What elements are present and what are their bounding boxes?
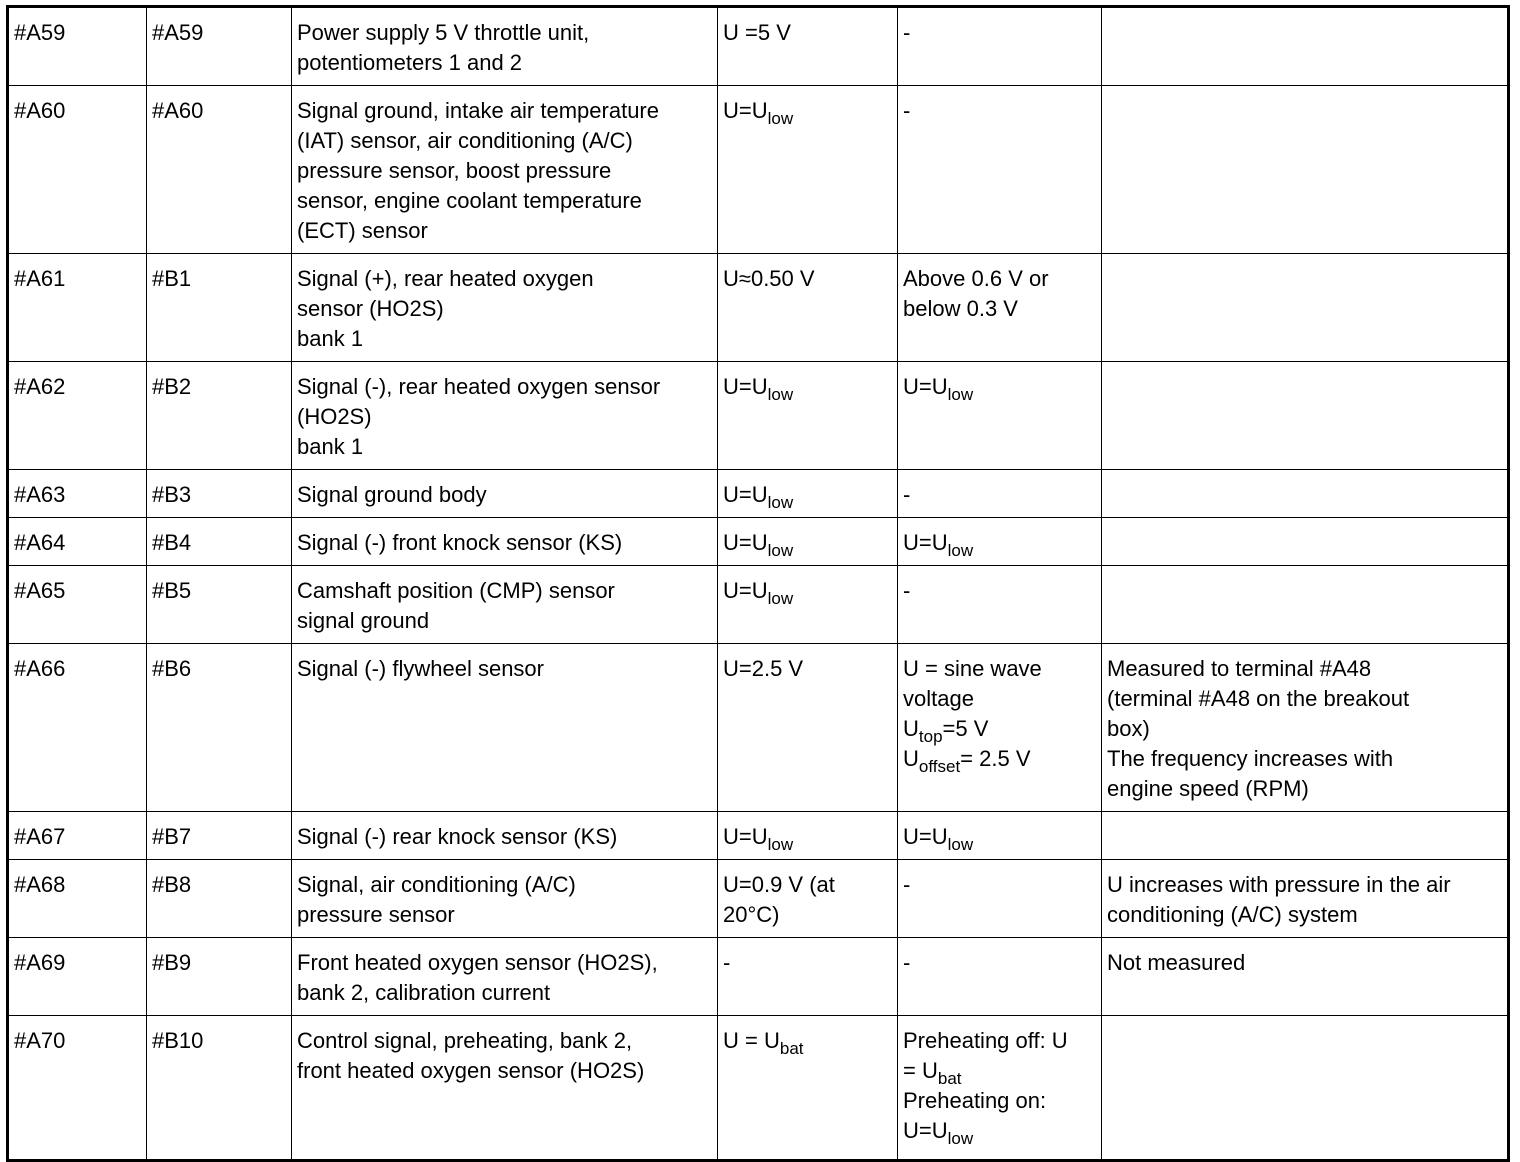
condition-value-text: below 0.3 V xyxy=(903,296,1018,321)
description-line: (ECT) sensor xyxy=(297,218,428,243)
ecu-pin-cell: #A62 xyxy=(8,362,147,470)
description-line: front heated oxygen sensor (HO2S) xyxy=(297,1058,645,1083)
nominal-value-cell xyxy=(718,1016,898,1161)
notes-cell xyxy=(1102,254,1509,362)
nominal-value-text: - xyxy=(723,950,731,975)
nominal-value-text: U=U xyxy=(723,578,768,603)
notes-line: Not measured xyxy=(1107,950,1246,975)
breakout-box-pin-cell: #B5 xyxy=(147,566,292,644)
description-cell xyxy=(292,938,718,1016)
condition-line xyxy=(903,870,1098,900)
description-cell xyxy=(292,362,718,470)
breakout-box-pin-cell: #A60 xyxy=(147,86,292,254)
description-line: sensor (HO2S) xyxy=(297,296,444,321)
condition-value-cell xyxy=(898,518,1102,566)
ecu-pin-cell: #A59 xyxy=(8,7,147,86)
condition-value-subscript: offset xyxy=(918,757,961,776)
nominal-value-cell xyxy=(718,7,898,86)
ecu-pin-cell: #A70 xyxy=(8,1016,147,1161)
breakout-box-pin-cell: #B9 xyxy=(147,938,292,1016)
condition-value-text: U=U xyxy=(903,1118,948,1143)
nominal-value-cell xyxy=(718,470,898,518)
condition-value-subscript: low xyxy=(947,1129,974,1148)
condition-value-subscript: low xyxy=(947,541,974,560)
nominal-value-text: U = U xyxy=(723,1028,780,1053)
condition-line xyxy=(903,1026,1098,1056)
description-cell xyxy=(292,1016,718,1161)
condition-value-text: =5 V xyxy=(942,716,989,741)
condition-value-cell xyxy=(898,938,1102,1016)
nominal-value-text: 20°C) xyxy=(723,902,780,927)
condition-value-subscript: bat xyxy=(937,1069,962,1088)
condition-value-text: - xyxy=(903,872,911,897)
nominal-value-subscript: low xyxy=(767,541,794,560)
notes-line: Measured to terminal #A48 xyxy=(1107,656,1372,681)
condition-line xyxy=(903,714,1098,744)
description-line: Signal, air conditioning (A/C) xyxy=(297,872,576,897)
notes-cell xyxy=(1102,938,1509,1016)
condition-line xyxy=(903,822,1098,852)
nominal-value-text: U=2.5 V xyxy=(723,656,804,681)
nominal-value-text: U=U xyxy=(723,374,768,399)
notes-cell xyxy=(1102,470,1509,518)
table-body xyxy=(8,7,1509,1161)
nominal-value-subscript: low xyxy=(767,589,794,608)
condition-value-text: - xyxy=(903,20,911,45)
condition-value-text: - xyxy=(903,98,911,123)
condition-line xyxy=(903,18,1098,48)
nominal-value-subscript: bat xyxy=(779,1039,804,1058)
description-cell xyxy=(292,812,718,860)
breakout-box-pin-cell: #A59 xyxy=(147,7,292,86)
description-line: Signal (-) flywheel sensor xyxy=(297,656,544,681)
notes-cell xyxy=(1102,7,1509,86)
description-line: Camshaft position (CMP) sensor xyxy=(297,578,615,603)
nominal-value-text: U=U xyxy=(723,98,768,123)
condition-line xyxy=(903,480,1098,510)
condition-value-text: U=U xyxy=(903,530,948,555)
nominal-value-cell xyxy=(718,644,898,812)
nominal-value-cell xyxy=(718,362,898,470)
condition-line xyxy=(903,96,1098,126)
condition-value-cell xyxy=(898,860,1102,938)
table-row xyxy=(8,644,1509,812)
notes-cell xyxy=(1102,566,1509,644)
ecu-pin-cell: #A63 xyxy=(8,470,147,518)
description-cell xyxy=(292,7,718,86)
description-line: Signal ground, intake air temperature xyxy=(297,98,659,123)
notes-cell xyxy=(1102,812,1509,860)
condition-line xyxy=(903,264,1098,294)
nominal-value-text: U=U xyxy=(723,824,768,849)
description-line: Signal (-), rear heated oxygen sensor xyxy=(297,374,661,399)
condition-line xyxy=(903,1056,1098,1086)
document-page xyxy=(6,5,1507,1148)
description-cell xyxy=(292,470,718,518)
table-row xyxy=(8,812,1509,860)
description-line: (HO2S) xyxy=(297,404,372,429)
condition-value-text: Preheating on: xyxy=(903,1088,1047,1113)
condition-value-text: Preheating off: U xyxy=(903,1028,1068,1053)
description-line: Front heated oxygen sensor (HO2S), xyxy=(297,950,658,975)
table-row xyxy=(8,470,1509,518)
ecu-pin-cell: #A69 xyxy=(8,938,147,1016)
condition-value-cell xyxy=(898,470,1102,518)
nominal-value-subscript: low xyxy=(767,835,794,854)
condition-value-cell xyxy=(898,1016,1102,1161)
condition-value-cell xyxy=(898,812,1102,860)
condition-line xyxy=(903,1116,1098,1146)
nominal-value-text: U=U xyxy=(723,530,768,555)
ecu-pin-cell: #A65 xyxy=(8,566,147,644)
condition-value-text: U = sine wave xyxy=(903,656,1042,681)
condition-value-text: - xyxy=(903,482,911,507)
ecu-pin-cell: #A68 xyxy=(8,860,147,938)
description-line: Signal (+), rear heated oxygen xyxy=(297,266,594,291)
nominal-value-cell xyxy=(718,254,898,362)
condition-value-subscript: low xyxy=(947,385,974,404)
condition-line xyxy=(903,654,1098,684)
description-line: bank 2, calibration current xyxy=(297,980,551,1005)
nominal-value-text: U≈0.50 V xyxy=(723,266,815,291)
breakout-box-pin-cell: #B2 xyxy=(147,362,292,470)
table-row xyxy=(8,254,1509,362)
description-line: signal ground xyxy=(297,608,430,633)
table-row xyxy=(8,1016,1509,1161)
description-line: Signal (-) front knock sensor (KS) xyxy=(297,530,623,555)
notes-cell xyxy=(1102,1016,1509,1161)
table-row xyxy=(8,86,1509,254)
condition-line xyxy=(903,576,1098,606)
nominal-value-subscript: low xyxy=(767,385,794,404)
notes-line: (terminal #A48 on the breakout xyxy=(1107,686,1410,711)
ecu-pin-cell: #A60 xyxy=(8,86,147,254)
breakout-box-pin-cell: #B7 xyxy=(147,812,292,860)
nominal-value-subscript: low xyxy=(767,109,794,128)
description-line: Power supply 5 V throttle unit, xyxy=(297,20,590,45)
description-line: Signal ground body xyxy=(297,482,487,507)
description-line: pressure sensor, boost pressure xyxy=(297,158,612,183)
condition-value-cell xyxy=(898,254,1102,362)
notes-line: conditioning (A/C) system xyxy=(1107,902,1358,927)
ecu-pin-cell: #A67 xyxy=(8,812,147,860)
condition-line xyxy=(903,294,1098,324)
condition-value-text: - xyxy=(903,950,911,975)
condition-line xyxy=(903,1086,1098,1116)
condition-value-text: - xyxy=(903,578,911,603)
nominal-value-cell xyxy=(718,812,898,860)
description-cell xyxy=(292,86,718,254)
pin-measurement-table xyxy=(6,5,1510,1162)
condition-line xyxy=(903,744,1098,774)
notes-line: engine speed (RPM) xyxy=(1107,776,1309,801)
condition-value-text: U=U xyxy=(903,374,948,399)
breakout-box-pin-cell: #B3 xyxy=(147,470,292,518)
condition-line xyxy=(903,684,1098,714)
nominal-value-cell xyxy=(718,86,898,254)
nominal-value-text: U =5 V xyxy=(723,20,791,45)
breakout-box-pin-cell: #B10 xyxy=(147,1016,292,1161)
notes-line: The frequency increases with xyxy=(1107,746,1394,771)
condition-value-cell xyxy=(898,86,1102,254)
description-line: sensor, engine coolant temperature xyxy=(297,188,642,213)
nominal-value-subscript: low xyxy=(767,493,794,512)
condition-value-text: Above 0.6 V or xyxy=(903,266,1049,291)
table-row xyxy=(8,566,1509,644)
notes-line: U increases with pressure in the air xyxy=(1107,872,1451,897)
condition-value-cell xyxy=(898,362,1102,470)
breakout-box-pin-cell: #B4 xyxy=(147,518,292,566)
description-cell xyxy=(292,860,718,938)
description-cell xyxy=(292,566,718,644)
ecu-pin-cell: #A64 xyxy=(8,518,147,566)
breakout-box-pin-cell: #B6 xyxy=(147,644,292,812)
breakout-box-pin-cell: #B1 xyxy=(147,254,292,362)
table-row xyxy=(8,362,1509,470)
condition-value-text: = 2.5 V xyxy=(960,746,1031,771)
notes-cell xyxy=(1102,518,1509,566)
condition-value-text: = U xyxy=(903,1058,938,1083)
description-line: Signal (-) rear knock sensor (KS) xyxy=(297,824,618,849)
condition-line xyxy=(903,948,1098,978)
description-line: bank 1 xyxy=(297,326,364,351)
nominal-value-text: U=U xyxy=(723,482,768,507)
condition-value-text: U=U xyxy=(903,824,948,849)
description-cell xyxy=(292,518,718,566)
condition-value-cell xyxy=(898,566,1102,644)
nominal-value-cell xyxy=(718,518,898,566)
description-line: potentiometers 1 and 2 xyxy=(297,50,523,75)
notes-cell xyxy=(1102,860,1509,938)
notes-cell xyxy=(1102,362,1509,470)
description-cell xyxy=(292,254,718,362)
condition-line xyxy=(903,528,1098,558)
condition-value-text: U xyxy=(903,746,919,771)
table-row xyxy=(8,938,1509,1016)
ecu-pin-cell: #A61 xyxy=(8,254,147,362)
nominal-value-cell xyxy=(718,860,898,938)
condition-value-subscript: top xyxy=(918,727,943,746)
table-row xyxy=(8,860,1509,938)
condition-value-subscript: low xyxy=(947,835,974,854)
notes-cell xyxy=(1102,86,1509,254)
condition-value-text: U xyxy=(903,716,919,741)
ecu-pin-cell: #A66 xyxy=(8,644,147,812)
condition-line xyxy=(903,372,1098,402)
notes-cell xyxy=(1102,644,1509,812)
condition-value-cell xyxy=(898,644,1102,812)
description-line: (IAT) sensor, air conditioning (A/C) xyxy=(297,128,633,153)
description-cell xyxy=(292,644,718,812)
nominal-value-cell xyxy=(718,938,898,1016)
breakout-box-pin-cell: #B8 xyxy=(147,860,292,938)
table-row xyxy=(8,518,1509,566)
condition-value-cell xyxy=(898,7,1102,86)
description-line: bank 1 xyxy=(297,434,364,459)
description-line: pressure sensor xyxy=(297,902,455,927)
table-row xyxy=(8,7,1509,86)
nominal-value-cell xyxy=(718,566,898,644)
nominal-value-text: U=0.9 V (at xyxy=(723,872,835,897)
description-line: Control signal, preheating, bank 2, xyxy=(297,1028,633,1053)
condition-value-text: voltage xyxy=(903,686,974,711)
notes-line: box) xyxy=(1107,716,1150,741)
